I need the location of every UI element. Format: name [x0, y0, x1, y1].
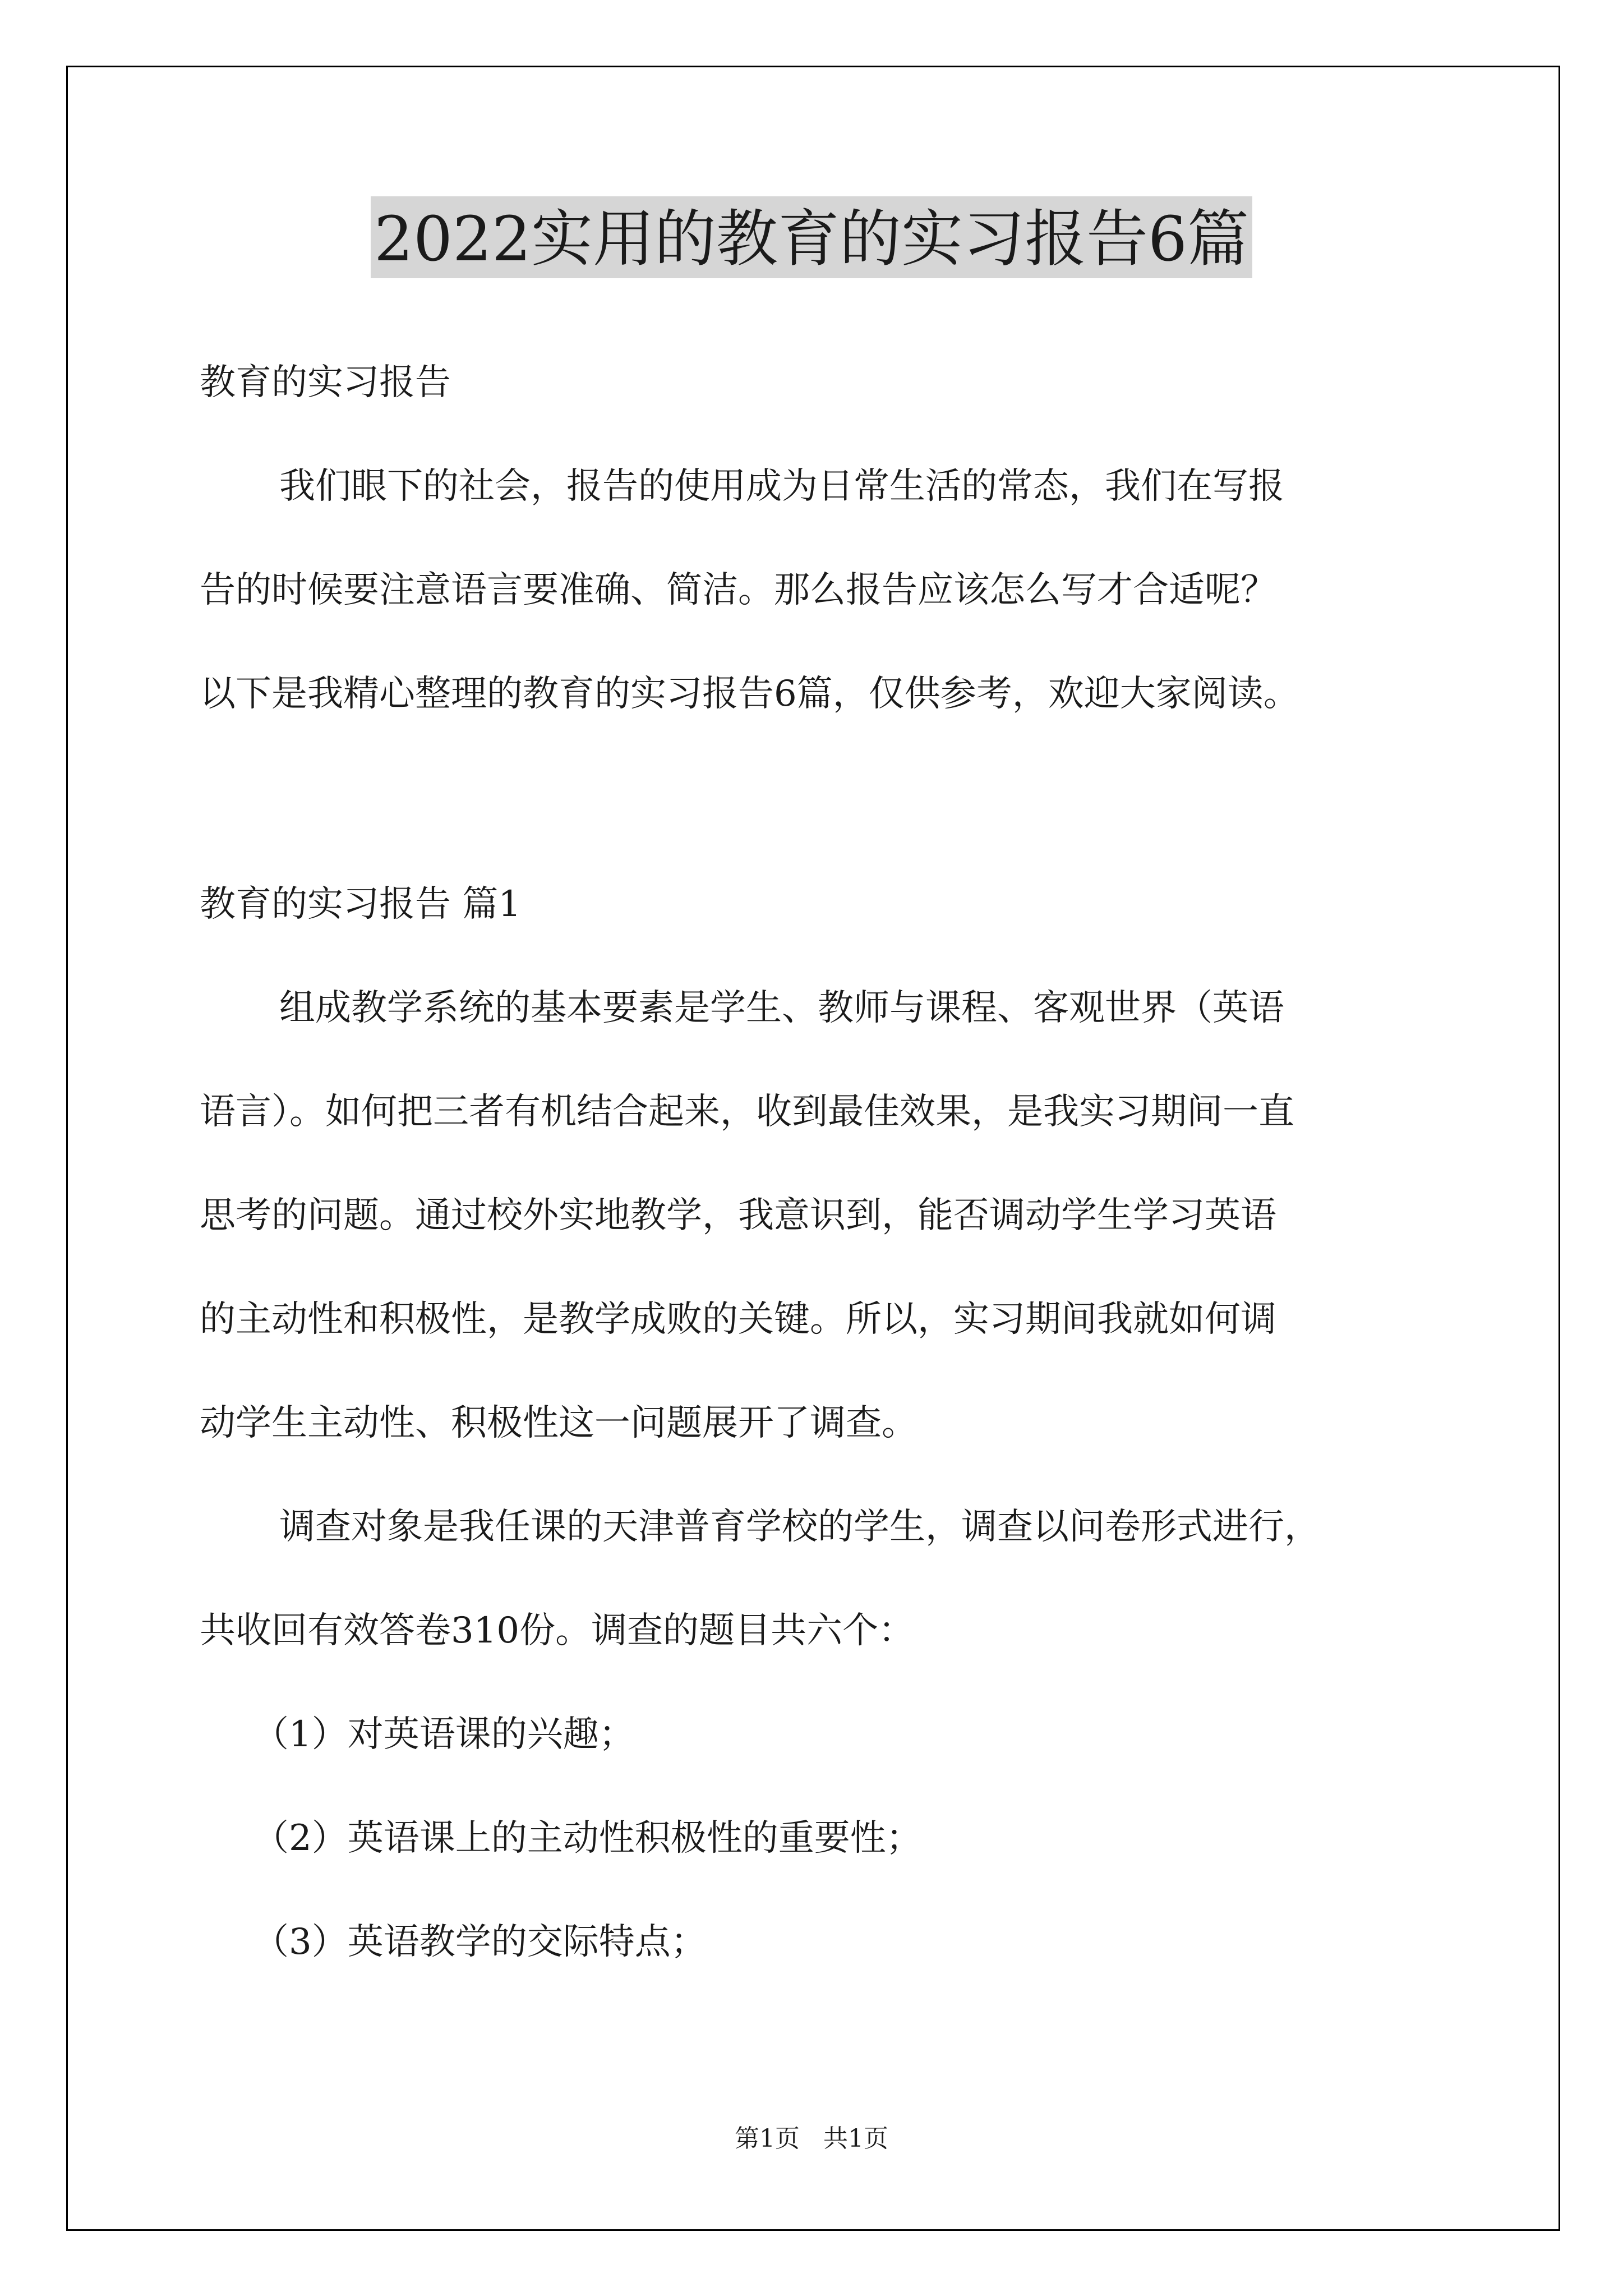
page-number: 第1页 [735, 2124, 800, 2153]
title-container [0, 196, 1623, 278]
section-heading: 教育的实习报告 篇1 [200, 884, 522, 925]
document-title: 2022实用的教育的实习报告6篇 [371, 196, 1252, 278]
paragraph-line: 组成教学系统的基本要素是学生、教师与课程、客观世界（英语 [279, 987, 1284, 1029]
paragraph-line: 共收回有效答卷310份。调查的题目共六个： [200, 1610, 915, 1651]
paragraph-line: 动学生主动性、积极性这一问题展开了调查。 [200, 1402, 917, 1444]
paragraph-line: 思考的问题。通过校外实地教学，我意识到，能否调动学生学习英语 [200, 1195, 1276, 1236]
section-heading: 教育的实习报告 [200, 362, 451, 403]
paragraph-line: 以下是我精心整理的教育的实习报告6篇，仅供参考，欢迎大家阅读。 [200, 673, 1299, 715]
paragraph-line: 语言）。如何把三者有机结合起来，收到最佳效果，是我实习期间一直 [200, 1091, 1294, 1133]
page-footer [0, 2123, 1623, 2155]
list-item: （2）英语课上的主动性积极性的重要性； [253, 1818, 922, 1859]
paragraph-line: 调查对象是我任课的天津普育学校的学生，调查以问卷形式进行， [279, 1506, 1320, 1548]
page-total: 共1页 [823, 2124, 888, 2153]
paragraph-line: 告的时候要注意语言要准确、简洁。那么报告应该怎么写才合适呢？ [200, 569, 1276, 611]
list-item: （1）对英语课的兴趣； [253, 1714, 635, 1755]
paragraph-line: 的主动性和积极性，是教学成败的关键。所以，实习期间我就如何调 [200, 1299, 1276, 1340]
list-item: （3）英语教学的交际特点； [253, 1921, 707, 1963]
paragraph-line: 我们眼下的社会，报告的使用成为日常生活的常态，我们在写报 [279, 466, 1284, 507]
